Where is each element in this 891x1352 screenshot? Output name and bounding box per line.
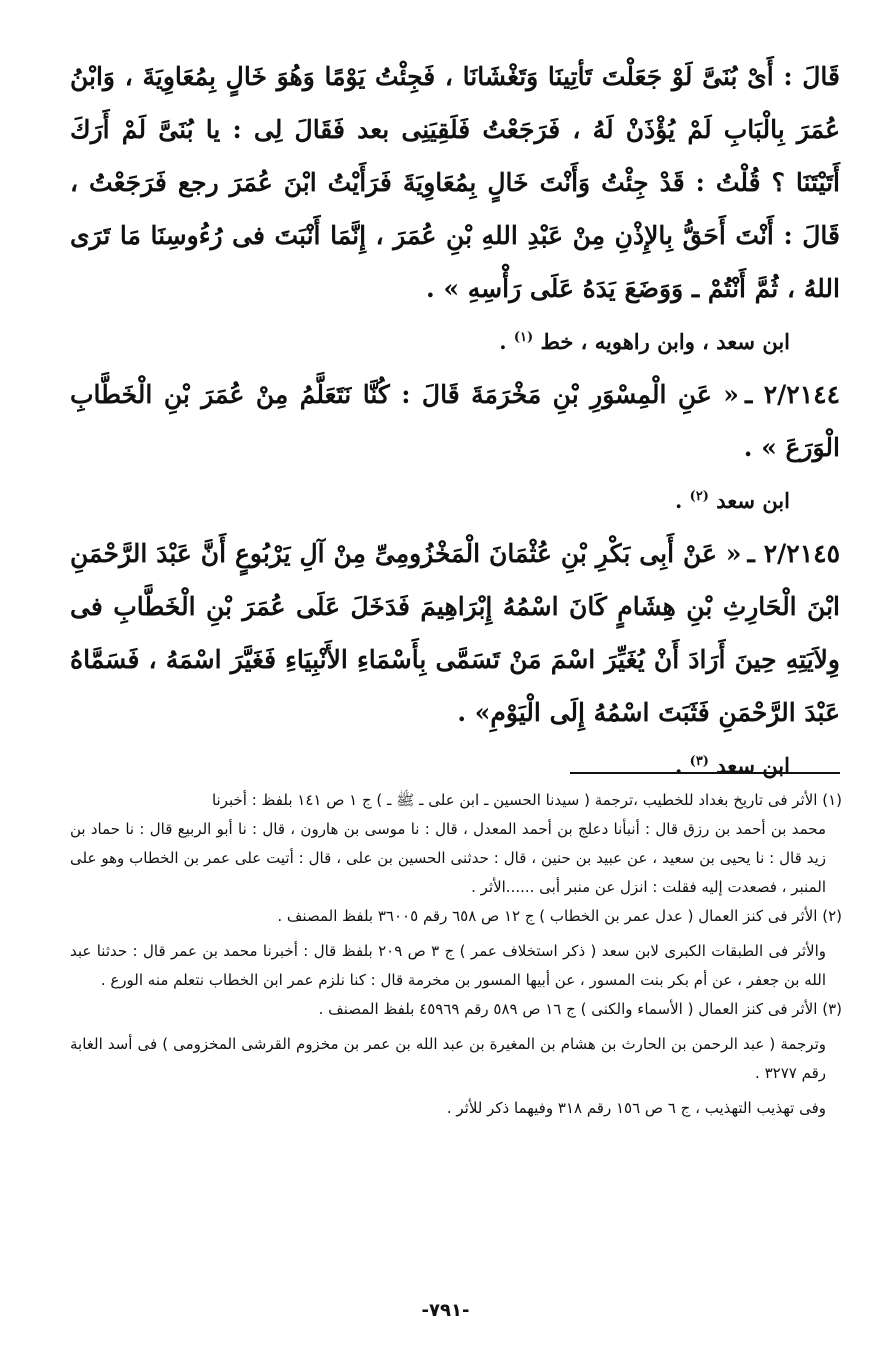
footnote-3	[70, 995, 842, 1123]
page-number: -٧٩١-	[421, 1300, 470, 1321]
source-3-text: ابن سعد	[716, 753, 790, 778]
footnotes-section	[70, 786, 842, 1123]
footnote-divider	[570, 772, 840, 774]
source-2-text: ابن سعد	[716, 488, 790, 513]
source-line-2: ابن سعد $^{(٢)}$ .	[675, 488, 790, 513]
footnote-3-first-line: (٣) الأثر فى كنز العمال ( الأسماء والكنى ) ج ١٦ ص ٥٨٩ رقم ٤٥٩٦٩ بلفظ المصنف .	[318, 1000, 842, 1018]
main-text-column	[70, 50, 840, 792]
footnote-1-continuation: محمد بن أحمد بن رزق قال : أنبأنا دعلج بن أحمد المعدل ، قال : نا موسى بن هارون ، قال : نا أبو الربيع قال : نا حماد بن زيد قال : نا يحيى بن سعيد ، عن عبيد بن حنين ، قال : حدثنى الحسين بن على ، قال : أتيت على عمر بن الخطاب وهو على المنبر ، فصعدت إليه فقلت : انزل عن منبر أبى ......الأثر .	[70, 820, 826, 896]
footnote-1-first-line: (١) الأثر فى تاريخ بغداد للخطيب ،ترجمة ( سيدنا الحسين ـ ابن على ـ ﷺ ـ ) ج ١ ص ١٤١ بلفظ : أخبرنا	[211, 791, 842, 809]
hadith-2144	[70, 368, 840, 474]
hadith-text-2145: « عَنْ أَبِى بَكْرِ بْنِ عُثْمَانَ الْمَخْزُومِىِّ مِنْ آلِ يَرْبُوعٍ أَنَّ عَبْدَ الرَّحْمَنِ ابْنَ الْحَارِثِ بْنِ هِشَامٍ كَانَ اسْمُهُ إِبْرَاهِيمَ فَدَخَلَ عَلَى عُمَرَ بْنِ الْخَطَّابِ فى وِلاَيَتِهِ حِينَ أَرَادَ أَنْ يُغَيِّرَ اسْمَ مَنْ تَسَمَّى بِأَسْمَاءِ الأَنْبِيَاءِ فَغَيَّرَ اسْمَهُ ، فَسَمَّاهُ عَبْدَ الرَّحْمَنِ فَثَبَتَ اسْمُهُ إِلَى الْيَوْمِ» .	[70, 539, 840, 727]
footnote-2-continuation: والأثر فى الطبقات الكبرى لابن سعد ( ذكر استخلاف عمر ) ج ٣ ص ٢٠٩ بلفظ قال : أخبرنا محمد بن عمر قال : حدثنا عبد الله بن جعفر ، عن أم بكر بنت المسور ، عن أبيها المسور بن مخرمة قال : كنا نلزم عمر ابن الخطاب نتعلم منه الورع .	[70, 942, 827, 989]
paragraph-1: قَالَ : أَىْ بُنَىَّ لَوْ جَعَلْتَ تَأتِينَا وَتَغْشَانَا ، فَجِئْتُ يَوْمًا وَهُوَ خَالٍ بِمُعَاوِيَةَ ، وَابْنُ عُمَرَ بِالْبَابِ لَمْ يُؤْذَنْ لَهُ ، فَرَجَعْتُ فَلَقِيَنِى بعد فَقَالَ لِى : يا بُنَىَّ لَمْ أَرَكَ أَتَيْتَنَا ؟ قُلْتُ : قَدْ جِئْتُ وَأَنْتَ خَالٍ بِمُعَاوِيَةَ فَرَأَيْتُ ابْنَ عُمَرَ رجع فَرَجَعْتُ ، قَالَ : أَنْتَ أَحَقُّ بِالإِذْنِ مِنْ عَبْدِ اللهِ بْنِ عُمَرَ ، إِنَّمَا أَنْبَتَ فى رُءُوسِنَا مَا تَرَى اللهُ ، ثُمَّ أَنْتُمْ ـ وَوَضَعَ يَدَهُ عَلَى رَأْسِهِ » .	[70, 62, 840, 303]
source-1-text: ابن سعد ، وابن راهويه ، خط	[540, 329, 790, 354]
footnote-3-extra: وفى تهذيب التهذيب ، ج ٦ ص ١٥٦ رقم ٣١٨ وفيهما ذكر للأثر .	[446, 1099, 826, 1117]
source-line-1: ابن سعد ، وابن راهويه ، خط $^{(١)}$ .	[499, 329, 790, 354]
source-line-3: ابن سعد $^{(٣)}$ .	[675, 753, 790, 778]
footnote-2	[70, 902, 842, 995]
footnote-ref-2: (٢)	[689, 489, 709, 504]
footnote-ref-3: (٣)	[689, 754, 709, 769]
footnote-1	[70, 786, 842, 902]
footnote-3-continuation: وترجمة ( عبد الرحمن بن الحارث بن هشام بن المغيرة بن عبد الله بن عمر بن مخزوم القرشى المخزومى ) فى أسد الغابة رقم ٣٢٧٧ .	[70, 1035, 826, 1082]
hadith-number-2144: ٢/٢١٤٤ ـ	[744, 380, 841, 409]
hadith-2145	[70, 527, 840, 739]
hadith-number-2145: ٢/٢١٤٥ ـ	[747, 539, 841, 568]
hadith-text-2144: « عَنِ الْمِسْوَرِ بْنِ مَخْرَمَةَ قَالَ : كُنَّا نَتَعَلَّمُ مِنْ عُمَرَ بْنِ الْخَطَّابِ الْوَرَعَ » .	[70, 380, 840, 462]
footnote-ref-1: (١)	[513, 330, 534, 345]
footnote-2-first-line: (٢) الأثر فى كنز العمال ( عدل عمر بن الخطاب ) ج ١٢ ص ٦٥٨ رقم ٣٦٠٠٥ بلفظ المصنف .	[277, 907, 842, 925]
